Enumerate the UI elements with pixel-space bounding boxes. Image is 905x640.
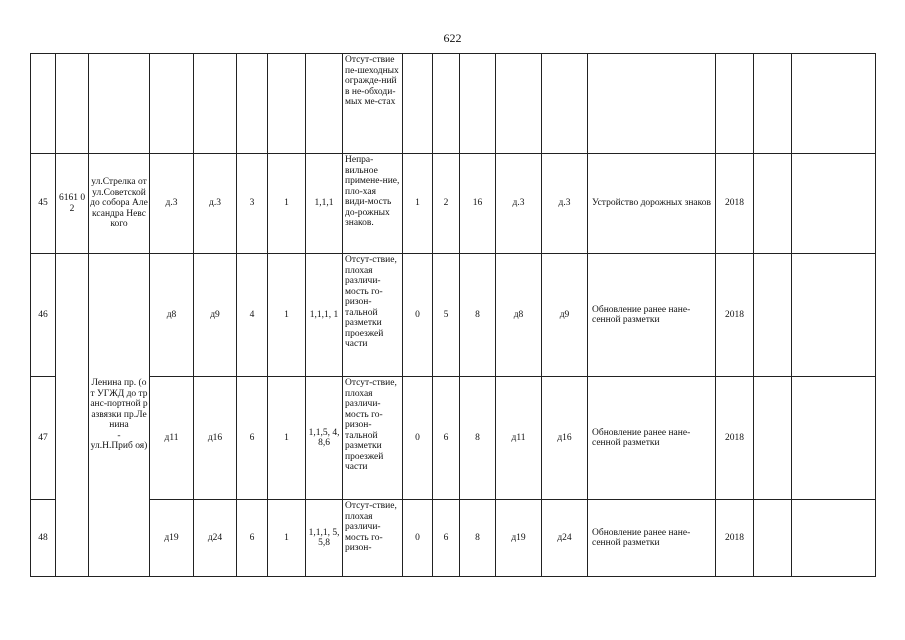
length: 6 [237,377,268,500]
address-from: д19 [150,500,194,577]
measure-description: Обновление ранее нане-сенной разметки [588,254,716,377]
value-2: 5 [433,254,460,377]
measure-description: Обновление ранее нане-сенной разметки [588,500,716,577]
value-1: 1 [403,154,433,254]
row-number: 45 [31,154,56,254]
table-row [31,54,876,154]
year [716,54,754,154]
violation-description: Отсут-ствие, плохая различи-мость го-ризон- [343,500,403,577]
street-name-part: ул.Н.Приб оя) [90,441,148,452]
street-name [89,254,150,577]
year: 2018 [716,377,754,500]
value-3: 16 [460,154,496,254]
table-row [31,154,876,254]
measure-to: д16 [542,377,588,500]
table-row [31,377,876,500]
lanes [268,54,306,154]
value-1: 0 [403,500,433,577]
measure-from: д19 [496,500,542,577]
measure-from: д11 [496,377,542,500]
extra-1 [754,54,792,154]
page-number: 622 [443,31,462,45]
extra-2 [792,377,876,500]
address-from [150,54,194,154]
street-name [89,54,150,154]
extra-2 [792,54,876,154]
road-code: 6161 02 [56,154,89,254]
address-to: д24 [194,500,237,577]
violation-description: Отсут-ствие, плохая различи-мость го-ризон-тальной разметки проезжей части [343,254,403,377]
value-3 [460,54,496,154]
reference-code: 1,1,1, 1 [306,254,343,377]
measure-to: д.3 [542,154,588,254]
address-to [194,54,237,154]
street-name: ул.Стрелка от ул.Советской до собора Александра Невского [89,154,150,254]
measure-to [542,54,588,154]
road-defects-table [30,53,876,577]
extra-1 [754,154,792,254]
street-name-part: Ленина пр. (от УГЖД до транс-портной развязки пр.Ленина [90,378,148,431]
extra-1 [754,254,792,377]
measure-description [588,54,716,154]
violation-description: Отсут-ствие пе-шеходных огражде-ний в не-обходи-мых ме-стах [343,54,403,154]
value-3: 8 [460,377,496,500]
length [237,54,268,154]
lanes: 1 [268,254,306,377]
reference-code [306,54,343,154]
address-to: д9 [194,254,237,377]
value-3: 8 [460,254,496,377]
row-number [31,54,56,154]
row-number: 46 [31,254,56,377]
measure-description: Устройство дорожных знаков [588,154,716,254]
table-row [31,500,876,577]
lanes: 1 [268,500,306,577]
measure-from [496,54,542,154]
value-2 [433,54,460,154]
value-2: 2 [433,154,460,254]
value-2: 6 [433,500,460,577]
reference-code: 1,1,5, 4,8,6 [306,377,343,500]
street-name-separator: - [117,430,121,441]
value-2: 6 [433,377,460,500]
address-from: д11 [150,377,194,500]
table-row [31,254,876,377]
length: 4 [237,254,268,377]
address-from: д.3 [150,154,194,254]
length: 6 [237,500,268,577]
extra-2 [792,154,876,254]
measure-from: д8 [496,254,542,377]
value-1 [403,54,433,154]
address-from: д8 [150,254,194,377]
measure-description: Обновление ранее нане-сенной разметки [588,377,716,500]
measure-from: д.3 [496,154,542,254]
road-code [56,254,89,577]
year: 2018 [716,154,754,254]
extra-1 [754,500,792,577]
measure-to: д24 [542,500,588,577]
address-to: д16 [194,377,237,500]
violation-description: Отсут-ствие, плохая различи-мость го-ризон-тальной разметки проезжей части [343,377,403,500]
value-1: 0 [403,377,433,500]
year: 2018 [716,254,754,377]
length: 3 [237,154,268,254]
measure-to: д9 [542,254,588,377]
reference-code: 1,1,1 [306,154,343,254]
lanes: 1 [268,377,306,500]
value-3: 8 [460,500,496,577]
extra-2 [792,500,876,577]
road-code [56,54,89,154]
lanes: 1 [268,154,306,254]
row-number: 48 [31,500,56,577]
row-number: 47 [31,377,56,500]
extra-1 [754,377,792,500]
extra-2 [792,254,876,377]
year: 2018 [716,500,754,577]
address-to: д.3 [194,154,237,254]
reference-code: 1,1,1, 5,5,8 [306,500,343,577]
violation-description: Непра-вильное примене-ние, пло-хая види-мость до-рожных знаков. [343,154,403,254]
value-1: 0 [403,254,433,377]
